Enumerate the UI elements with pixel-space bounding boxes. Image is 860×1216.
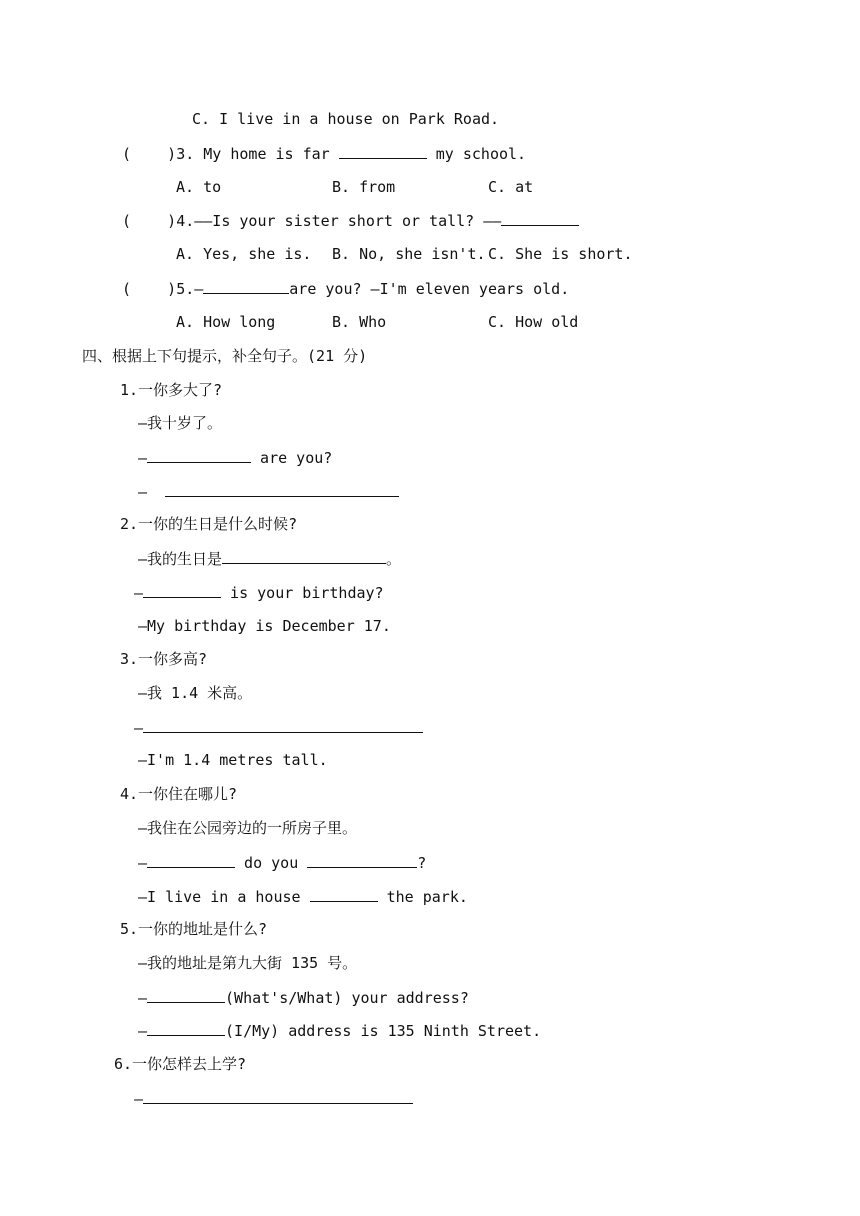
item-2-line3: — is your birthday?	[134, 584, 384, 602]
question-4: ( )4.——Is your sister short or tall? ——	[122, 210, 579, 231]
fill-blank[interactable]	[307, 852, 417, 868]
fill-blank[interactable]	[143, 582, 221, 598]
item-4-line3: — do you ?	[138, 854, 427, 872]
answer-paren[interactable]: ( )	[122, 212, 177, 230]
fill-blank[interactable]	[147, 1020, 225, 1036]
item-2-answer: —我的生日是 。	[138, 550, 402, 568]
item-3-line3: —	[134, 717, 423, 738]
answer-paren[interactable]: ( )	[122, 145, 177, 163]
item-1-question: 1.一你多大了?	[120, 381, 223, 399]
fill-blank[interactable]	[222, 548, 386, 564]
item-5-question: 5.一你的地址是什么?	[120, 920, 268, 938]
item-3-line4: —I'm 1.4 metres tall.	[138, 751, 328, 769]
item-5-line3: — (What's/What) your address?	[138, 989, 469, 1007]
question-5: ( )5.— are you? —I'm eleven years old.	[122, 280, 570, 298]
item-1-line4: —	[138, 481, 399, 502]
item-5-line4: — (I/My) address is 135 Ninth Street.	[138, 1022, 542, 1040]
answer-blank[interactable]	[501, 210, 579, 226]
item-3-answer: —我 1.4 米高。	[138, 684, 253, 702]
fill-blank[interactable]	[147, 987, 225, 1003]
item-2-line4: —My birthday is December 17.	[138, 617, 391, 635]
option-c-text: C. I live in a house on Park Road.	[192, 110, 500, 128]
fill-blank[interactable]	[310, 886, 378, 902]
answer-blank[interactable]	[203, 278, 289, 294]
question-3: ( )3. My home is far my school.	[122, 145, 527, 163]
item-4-line4: —I live in a house the park.	[138, 888, 468, 906]
item-4-question: 4.一你住在哪儿?	[120, 785, 238, 803]
fill-blank[interactable]	[147, 852, 235, 868]
item-1-answer: —我十岁了。	[138, 414, 223, 432]
section-heading: 四、根据上下句提示，补全句子。(21 分)	[82, 347, 368, 365]
item-4-answer: —我住在公园旁边的一所房子里。	[138, 819, 358, 837]
question-5-options: A. How long B. Who C. How old	[176, 313, 579, 331]
item-6-question: 6.一你怎样去上学?	[114, 1055, 247, 1073]
item-3-question: 3.一你多高?	[120, 650, 208, 668]
item-2-question: 2.一你的生日是什么时候?	[120, 515, 298, 533]
item-5-answer: —我的地址是第九大街 135 号。	[138, 954, 358, 972]
answer-blank[interactable]	[339, 143, 427, 159]
fill-blank[interactable]	[143, 717, 423, 733]
fill-blank[interactable]	[143, 1088, 413, 1104]
fill-blank[interactable]	[147, 447, 251, 463]
answer-paren[interactable]: ( )	[122, 280, 177, 298]
question-3-options: A. to B. from C. at	[176, 178, 534, 196]
item-1-line3: — are you?	[138, 449, 333, 467]
fill-blank[interactable]	[165, 481, 399, 497]
question-4-options: A. Yes, she is. B. No, she isn't. C. She is short.	[176, 245, 633, 263]
item-6-line2: —	[134, 1088, 413, 1109]
